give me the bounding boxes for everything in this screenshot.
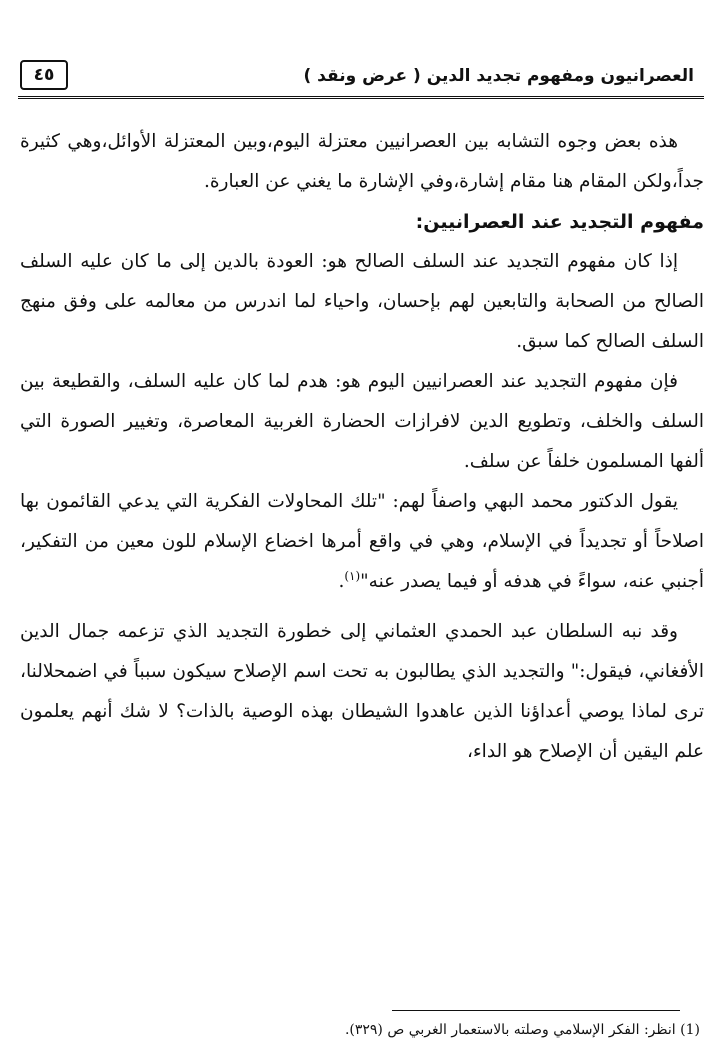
page-number: ٤٥ — [20, 60, 68, 90]
footnote-1 — [345, 1022, 700, 1038]
paragraph-3: فإن مفهوم التجديد عند العصرانيين اليوم هو: هدم لما كان عليه السلف، والقطيعة بين السلف والخلف، وتطويع الدين لافرازات الحضارة الغربية المعاصرة، وتغيير الصورة التي ألفها المسلمون خلفاً عن سلف. — [20, 371, 704, 472]
paragraph-4: يقول الدكتور محمد البهي واصفاً لهم: "تلك المحاولات الفكرية التي يدعي القائمون بها اصلاحاً أو تجديداً في الإسلام، وهي في واقع أمرها اخضاع الإسلام للون معين من التفكير، أجنبي عنه، سواءً في هدفه أو فيما يصدر عنه"$^{(١)}$. — [20, 491, 704, 592]
main-text — [20, 122, 704, 772]
footnote-reference[interactable]: (١) — [344, 568, 361, 583]
paragraph-1: هذه بعض وجوه التشابه بين العصرانيين معتزلة اليوم،وبين المعتزلة الأوائل،وهي كثيرة جداً،ولكن المقام هنا مقام إشارة،وفي الإشارة ما يغني عن العبارة. — [20, 131, 704, 192]
header-divider — [18, 96, 704, 99]
page-header — [18, 58, 704, 98]
paragraph-2: إذا كان مفهوم التجديد عند السلف الصالح هو: العودة بالدين إلى ما كان عليه السلف الصالح من الصحابة والتابعين لهم بإحسان، واحياء لما اندرس من معالمه على وفق منهج السلف الصالح كما سبق. — [20, 251, 704, 352]
footnote-text: انظر: الفكر الإسلامي وصلته بالاستعمار الغربي ص (٣٢٩). — [344, 1022, 676, 1038]
footnote-marker: (1) — [680, 1022, 700, 1038]
paragraph-5: وقد نبه السلطان عبد الحمدي العثماني إلى خطورة التجديد الذي تزعمه جمال الدين الأفغاني، فيقول:" والتجديد الذي يطالبون به تحت اسم الإصلاح سيكون سبباً في اضمحلالنا، ترى لماذا يوصي أعداؤنا الذين عاهدوا الشيطان بهذه الوصية بالذات؟ لا شك أنهم يعلمون علم اليقين أن الإصلاح هو الداء، — [20, 621, 704, 762]
section-heading: مفهوم التجديد عند العصرانيين: — [415, 211, 704, 233]
footnote-divider — [392, 1010, 680, 1011]
running-title: العصرانيون ومفهوم تجديد الدين ( عرض ونقد ) — [303, 66, 694, 86]
paragraph-4-text: يقول الدكتور محمد البهي واصفاً لهم: "تلك المحاولات الفكرية التي يدعي القائمون بها اصلاحاً أو تجديداً في الإسلام، وهي في واقع أمرها اخضاع الإسلام للون معين من التفكير، أجنبي عنه، سواءً في هدفه أو فيما يصدر عنه" — [20, 491, 704, 592]
